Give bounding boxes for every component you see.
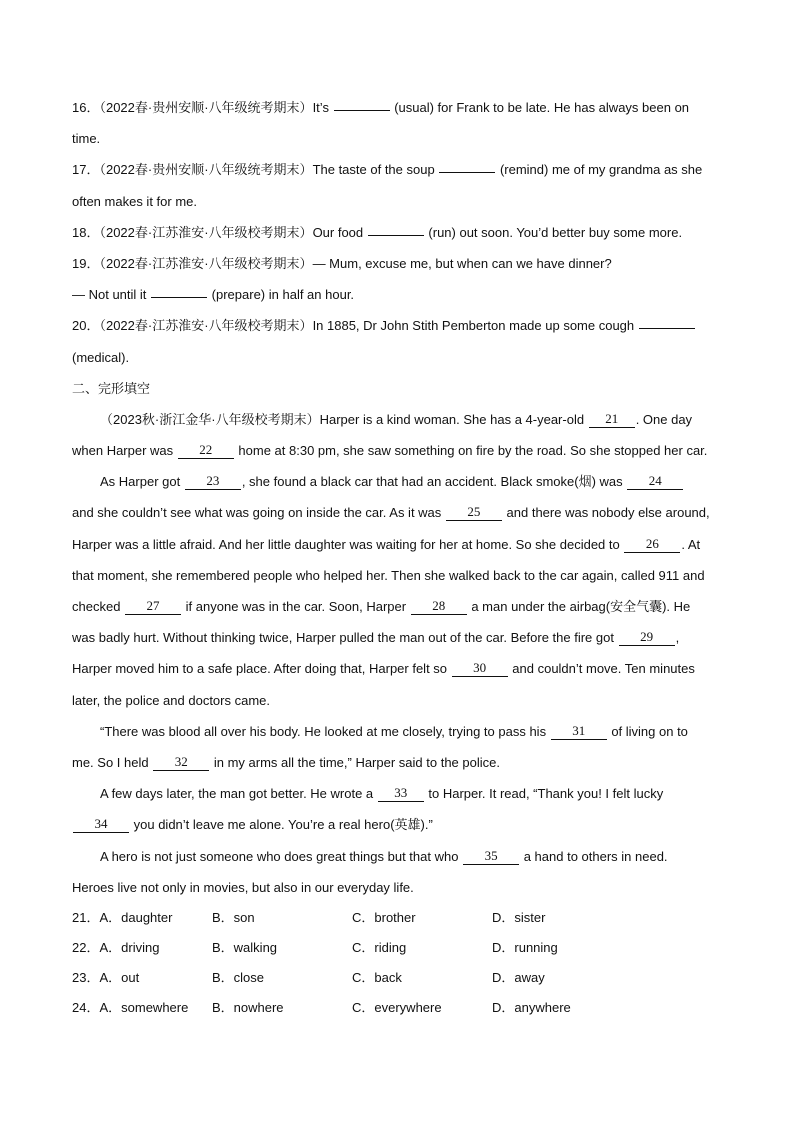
- options-22: 22．A．driving B．walking C．riding D．running: [72, 933, 732, 963]
- cloze-blank-23[interactable]: 23: [185, 472, 241, 490]
- question-number: 19．: [72, 255, 100, 271]
- question-18: 18．（2022春·江苏淮安·八年级校考期末）Our food (run) out soon. You’d better buy some more.: [72, 217, 732, 248]
- question-16: 16．（2022春·贵州安顺·八年级统考期末）It’s (usual) for Frank to be late. He has always been on: [72, 92, 732, 123]
- option-a[interactable]: A．somewhere: [99, 1000, 189, 1016]
- question-17: 17．（2022春·贵州安顺·八年级统考期末）The taste of the soup (remind) me of my grandma as she: [72, 154, 732, 185]
- passage-line: was badly hurt. Without thinking twice, Harper pulled the man out of the car. Before the fire got 29 ,: [72, 629, 680, 646]
- section-heading: 二、完形填空: [72, 380, 151, 396]
- cloze-blank-24[interactable]: 24: [627, 472, 683, 490]
- cloze-blank-25[interactable]: 25: [446, 503, 502, 521]
- option-a[interactable]: A．driving: [99, 940, 160, 956]
- options-24: 24．A．somewhere B．nowhere C．everywhere D．anywhere: [72, 993, 732, 1023]
- passage-line: Harper was a little afraid. And her little daughter was waiting for her at home. So she decided to 26 . At: [72, 535, 701, 552]
- question-source: （2022春·江苏淮安·八年级校考期末）: [99, 318, 313, 334]
- passage-line: “There was blood all over his body. He looked at me closely, trying to pass his 31 of living on to: [100, 722, 688, 739]
- passage-line: As Harper got 23 , she found a black car that had an accident. Black smoke(烟) was 24: [72, 466, 732, 497]
- passage-line: Heroes live not only in movies, but also in our everyday life.: [72, 879, 414, 895]
- question-number: 18．: [72, 224, 100, 240]
- cloze-blank-35[interactable]: 35: [463, 847, 519, 865]
- cloze-blank-34[interactable]: 34: [73, 815, 129, 833]
- option-d[interactable]: D．anywhere: [492, 1000, 571, 1016]
- cloze-blank-26[interactable]: 26: [624, 535, 680, 553]
- question-source: （2022春·贵州安顺·八年级统考期末）: [99, 162, 313, 178]
- cloze-blank-29[interactable]: 29: [619, 628, 675, 646]
- passage-line: me. So I held 32 in my arms all the time,” Harper said to the police.: [72, 753, 500, 770]
- option-b[interactable]: B．nowhere: [212, 1000, 284, 1016]
- option-d[interactable]: D．running: [492, 940, 558, 956]
- passage-line: that moment, she remembered people who helped her. Then she walked back to the car again, called 911 and: [72, 567, 705, 583]
- option-c[interactable]: C．brother: [352, 909, 416, 925]
- answer-blank[interactable]: [639, 311, 695, 329]
- question-20-cont: (medical).: [72, 349, 130, 365]
- option-b[interactable]: B．close: [212, 970, 265, 986]
- option-a[interactable]: A．out: [99, 970, 140, 986]
- cloze-blank-28[interactable]: 28: [411, 597, 467, 615]
- answer-blank[interactable]: [368, 218, 424, 236]
- option-b[interactable]: B．walking: [212, 940, 278, 956]
- answer-blank[interactable]: [151, 280, 207, 298]
- question-number: 16．: [72, 100, 100, 115]
- cloze-blank-21[interactable]: 21: [589, 410, 635, 428]
- question-19-reply: — Not until it (prepare) in half an hour.: [72, 279, 732, 310]
- option-c[interactable]: C．back: [352, 970, 402, 986]
- passage-source: （2023秋·浙江金华·八年级校考期末）: [100, 411, 320, 427]
- question-number: 20．: [72, 318, 100, 334]
- passage-line: 34 you didn’t leave me alone. You’re a real hero(英雄).”: [72, 809, 732, 840]
- option-c[interactable]: C．everywhere: [352, 1000, 442, 1016]
- option-a[interactable]: A．daughter: [99, 909, 173, 925]
- question-number: 17．: [72, 162, 100, 178]
- cloze-blank-32[interactable]: 32: [153, 753, 209, 771]
- worksheet-page: [72, 92, 732, 1024]
- answer-blank[interactable]: [439, 155, 495, 173]
- question-source: （2022春·贵州安顺·八年级统考期末）: [99, 100, 313, 115]
- passage-line: and she couldn’t see what was going on inside the car. As it was 25 and there was nobody else around,: [72, 504, 710, 521]
- cloze-blank-27[interactable]: 27: [125, 597, 181, 615]
- cloze-blank-31[interactable]: 31: [551, 722, 607, 740]
- options-23: 23．A．out B．close C．back D．away: [72, 963, 732, 993]
- answer-blank[interactable]: [334, 93, 390, 111]
- question-19: 19．（2022春·江苏淮安·八年级校考期末）— Mum, excuse me, but when can we have dinner?: [72, 255, 612, 271]
- passage-line: checked 27 if anyone was in the car. Soon, Harper 28 a man under the airbag(安全气囊). He: [72, 598, 691, 614]
- question-source: （2022春·江苏淮安·八年级校考期末）: [99, 224, 313, 240]
- question-16-cont: time.: [72, 131, 101, 147]
- option-d[interactable]: D．away: [492, 970, 545, 986]
- option-d[interactable]: D．sister: [492, 909, 546, 925]
- question-17-cont: often makes it for me.: [72, 193, 197, 209]
- option-b[interactable]: B．son: [212, 909, 255, 925]
- passage-line: when Harper was 22 home at 8:30 pm, she saw something on fire by the road. So she stopped her car.: [72, 442, 708, 459]
- passage-line: Harper moved him to a safe place. After doing that, Harper felt so 30 and couldn’t move. Ten minutes: [72, 660, 695, 677]
- cloze-blank-22[interactable]: 22: [178, 441, 234, 459]
- passage-line: （2023秋·浙江金华·八年级校考期末）Harper is a kind woman. She has a 4-year-old 21 . One day: [100, 410, 693, 427]
- passage-line: A few days later, the man got better. He wrote a 33 to Harper. It read, “Thank you! I felt lucky: [100, 785, 664, 802]
- cloze-blank-30[interactable]: 30: [452, 659, 508, 677]
- option-c[interactable]: C．riding: [352, 940, 407, 956]
- passage-line: A hero is not just someone who does great things but that who 35 a hand to others in need.: [100, 847, 668, 864]
- options-21: 21．A．daughter B．son C．brother D．sister: [72, 903, 732, 933]
- cloze-blank-33[interactable]: 33: [378, 784, 424, 802]
- question-source: （2022春·江苏淮安·八年级校考期末）: [99, 255, 313, 271]
- passage-line: later, the police and doctors came.: [72, 692, 271, 708]
- question-20: 20．（2022春·江苏淮安·八年级校考期末）In 1885, Dr John Stith Pemberton made up some cough: [72, 310, 732, 341]
